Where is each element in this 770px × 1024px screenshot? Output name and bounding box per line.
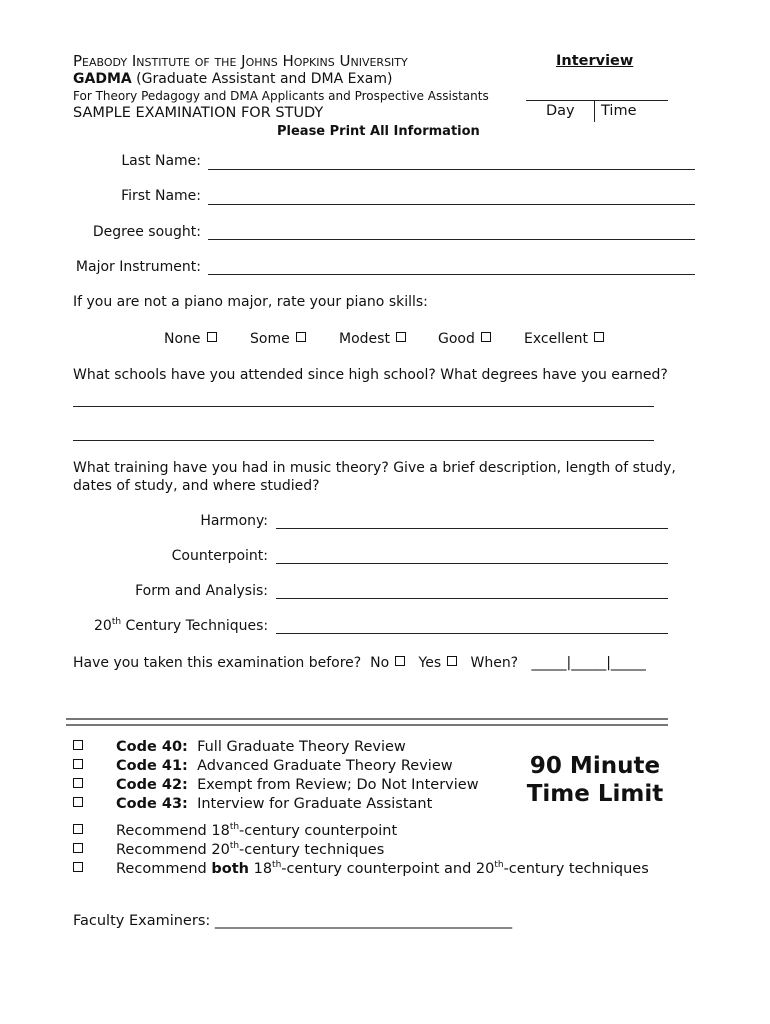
code-description: Advanced Graduate Theory Review	[197, 758, 453, 774]
code-item	[73, 776, 479, 795]
theory-question-line2: dates of study, and where studied?	[73, 478, 320, 494]
counterpoint-label: Counterpoint:	[171, 548, 268, 564]
taken-before-question: Have you taken this examination before?	[73, 655, 362, 671]
degree-field[interactable]	[208, 239, 695, 240]
recommend-item-2	[73, 841, 649, 860]
century-superscript: th	[111, 617, 122, 627]
checkbox-icon[interactable]	[395, 656, 405, 666]
section-divider	[66, 718, 668, 726]
piano-option-good[interactable]	[438, 331, 491, 347]
piano-option-label: Some	[250, 331, 290, 347]
recommend-text: Recommend 18	[116, 823, 230, 839]
code-description: Interview for Graduate Assistant	[197, 796, 433, 812]
gadma-label: GADMA	[73, 71, 132, 87]
codes-list	[73, 738, 479, 814]
recommend-text: Recommend 20	[116, 842, 230, 858]
major-instrument-field[interactable]	[208, 274, 695, 275]
major-instrument-label: Major Instrument:	[75, 259, 201, 275]
piano-option-excellent[interactable]	[524, 331, 604, 347]
interview-divider	[594, 101, 595, 122]
gadma-line	[73, 71, 392, 87]
code-number: Code 43:	[116, 796, 188, 812]
recommend-list	[73, 822, 649, 879]
interview-title: Interview	[556, 53, 634, 69]
taken-when-blanks[interactable]: _____|_____|_____	[531, 655, 646, 671]
checkbox-icon[interactable]	[481, 332, 491, 342]
checkbox-icon[interactable]	[296, 332, 306, 342]
superscript: th	[229, 841, 240, 851]
recommend-text: Recommend	[116, 861, 212, 877]
superscript: th	[272, 860, 282, 870]
century-number: 20	[94, 618, 112, 634]
piano-option-label: Excellent	[524, 331, 588, 347]
gadma-description: (Graduate Assistant and DMA Exam)	[136, 71, 393, 87]
first-name-label: First Name:	[121, 188, 201, 204]
taken-when-label: When?	[470, 655, 519, 671]
last-name-field[interactable]	[208, 169, 695, 170]
piano-question: If you are not a piano major, rate your piano skills:	[73, 294, 428, 310]
superscript: th	[229, 822, 240, 832]
first-name-field[interactable]	[208, 204, 695, 205]
code-number: Code 41:	[116, 758, 188, 774]
exam-title: SAMPLE EXAMINATION FOR STUDY	[73, 105, 324, 121]
recommend-item-3	[73, 860, 649, 879]
recommend-bold: both	[211, 861, 249, 877]
piano-option-label: Good	[438, 331, 475, 347]
time-limit	[520, 752, 670, 808]
time-limit-line1: 90 Minute	[529, 753, 661, 779]
recommend-item-1	[73, 822, 649, 841]
last-name-label: Last Name:	[121, 153, 201, 169]
subtitle: For Theory Pedagogy and DMA Applicants and Prospective Assistants	[73, 89, 489, 103]
faculty-examiners-label: Faculty Examiners:	[73, 913, 211, 929]
piano-option-label: Modest	[339, 331, 390, 347]
print-note: Please Print All Information	[277, 124, 480, 139]
checkbox-icon[interactable]	[447, 656, 457, 666]
schools-question: What schools have you attended since high school? What degrees have you earned?	[73, 367, 668, 383]
checkbox-icon[interactable]	[207, 332, 217, 342]
faculty-examiners-row	[73, 913, 512, 929]
checkbox-icon[interactable]	[73, 740, 83, 750]
code-item	[73, 757, 479, 776]
century-techniques-label	[94, 618, 268, 634]
code-description: Exempt from Review; Do Not Interview	[197, 777, 479, 793]
schools-answer-line-2[interactable]	[73, 440, 654, 441]
code-number: Code 40:	[116, 739, 188, 755]
taken-yes-label: Yes	[418, 655, 442, 671]
code-description: Full Graduate Theory Review	[197, 739, 406, 755]
code-number: Code 42:	[116, 777, 188, 793]
taken-before-row	[73, 655, 646, 671]
piano-option-some[interactable]	[250, 331, 306, 347]
checkbox-icon[interactable]	[73, 862, 83, 872]
interview-line	[526, 100, 668, 101]
checkbox-icon[interactable]	[73, 778, 83, 788]
checkbox-icon[interactable]	[73, 797, 83, 807]
taken-no-label: No	[370, 655, 390, 671]
recommend-text: -century counterpoint and 20	[281, 861, 495, 877]
checkbox-icon[interactable]	[73, 824, 83, 834]
form-analysis-field[interactable]	[276, 598, 668, 599]
degree-label: Degree sought:	[92, 224, 201, 240]
time-limit-line2: Time Limit	[526, 781, 664, 807]
code-item	[73, 795, 479, 814]
checkbox-icon[interactable]	[594, 332, 604, 342]
faculty-examiners-line[interactable]: _________________________________________	[214, 913, 513, 929]
piano-option-label: None	[164, 331, 201, 347]
theory-question-line1: What training have you had in music theory? Give a brief description, length of study,	[73, 460, 676, 476]
schools-answer-line-1[interactable]	[73, 406, 654, 407]
code-item	[73, 738, 479, 757]
piano-option-modest[interactable]	[339, 331, 406, 347]
recommend-text: -century techniques	[503, 861, 649, 877]
counterpoint-field[interactable]	[276, 563, 668, 564]
checkbox-icon[interactable]	[73, 759, 83, 769]
harmony-label: Harmony:	[200, 513, 268, 529]
century-techniques-field[interactable]	[276, 633, 668, 634]
interview-day-label: Day	[546, 103, 575, 119]
century-label-text: Century Techniques:	[121, 618, 269, 634]
checkbox-icon[interactable]	[73, 843, 83, 853]
form-analysis-label: Form and Analysis:	[135, 583, 268, 599]
recommend-text: 18	[248, 861, 273, 877]
checkbox-icon[interactable]	[396, 332, 406, 342]
harmony-field[interactable]	[276, 528, 668, 529]
recommend-text: -century counterpoint	[239, 823, 398, 839]
superscript: th	[494, 860, 504, 870]
institution-title: Peabody Institute of the Johns Hopkins University	[73, 52, 408, 70]
recommend-text: -century techniques	[239, 842, 385, 858]
interview-time-label: Time	[601, 103, 637, 119]
piano-option-none[interactable]	[164, 331, 217, 347]
